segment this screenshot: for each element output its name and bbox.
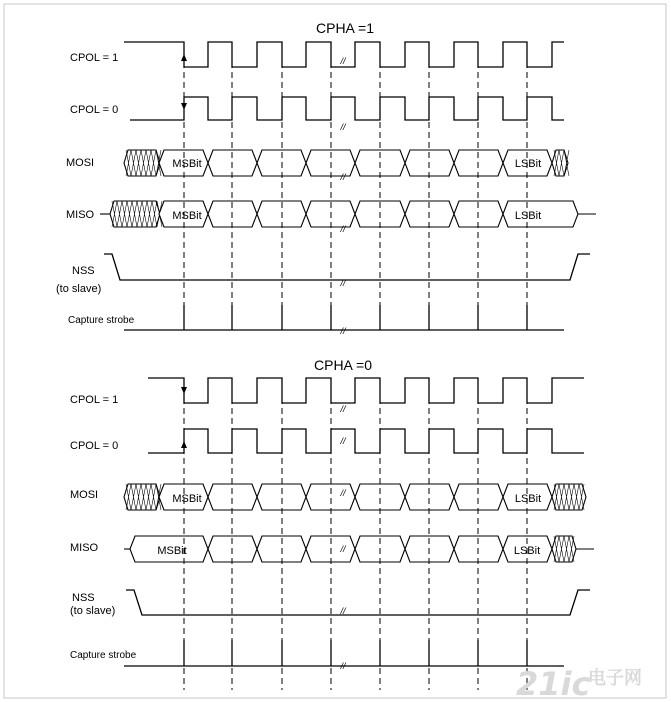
- break-mark: //: [340, 404, 346, 414]
- watermark-brand: 21ic: [516, 665, 591, 702]
- mosi-bit-cell: [355, 484, 405, 510]
- cpha0-cpol0-label: CPOL = 0: [70, 440, 119, 452]
- cpha1-miso-msbit: MSBit: [172, 210, 202, 222]
- cpha0-mosi-lsbit: LSBit: [514, 493, 542, 505]
- mosi-bit-cell: [208, 484, 257, 510]
- break-mark: //: [340, 56, 346, 66]
- break-mark: //: [340, 488, 346, 498]
- cpha1-cpol1-label: CPOL = 1: [70, 52, 119, 64]
- break-mark: //: [340, 278, 346, 288]
- cpha0-nss-label: NSS: [72, 592, 95, 604]
- miso-undefined-tail: [552, 536, 576, 562]
- cpha0-nss-sub-label: (to slave): [70, 605, 116, 617]
- mosi-undefined-tail: [552, 484, 586, 510]
- break-mark: //: [340, 122, 346, 132]
- break-mark: //: [340, 544, 346, 554]
- cpha1-mosi-label: MOSI: [66, 157, 95, 169]
- cpha1-miso-wave: [100, 201, 596, 227]
- cpha1-miso-label: MISO: [66, 209, 95, 221]
- cpha1-nss-sub-label: (to slave): [56, 283, 102, 295]
- mosi-bit-cell: [405, 484, 454, 510]
- cpha1-nss-label: NSS: [72, 265, 95, 277]
- cpha1-cpol0-label: CPOL = 0: [70, 104, 119, 116]
- cpha1-title: CPHA =1: [316, 20, 374, 36]
- break-mark: //: [340, 326, 346, 336]
- cpha0-miso-label: MISO: [70, 542, 99, 554]
- break-mark: //: [340, 172, 346, 182]
- break-mark: //: [340, 661, 346, 671]
- cpha0-mosi-label: MOSI: [70, 489, 99, 501]
- mosi-bit-cell: [306, 484, 355, 510]
- cpha1-mosi-lsbit: LSBit: [514, 158, 542, 170]
- cpha0-miso-msbit: MSBit: [157, 545, 187, 557]
- cpha0-mosi-msbit: MSBit: [172, 493, 202, 505]
- cpha1-miso-lsbit: LSBit: [514, 210, 542, 222]
- cpha0-miso-lsbit: LSBit: [513, 545, 541, 557]
- break-mark: //: [340, 224, 346, 234]
- cpha0-capture-label: Capture strobe: [70, 650, 137, 661]
- mosi-bit-cell: [454, 484, 503, 510]
- break-mark: //: [340, 606, 346, 616]
- cpha0-cpol1-label: CPOL = 1: [70, 394, 119, 406]
- cpha0-title: CPHA =0: [314, 357, 372, 373]
- cpha1-capture-label: Capture strobe: [68, 315, 135, 326]
- break-mark: //: [340, 436, 346, 446]
- cpha1-mosi-msbit: MSBit: [172, 158, 202, 170]
- watermark-text: 电子网: [588, 668, 642, 689]
- cpha0-miso-wave: [124, 536, 594, 562]
- mosi-bit-cell: [257, 484, 306, 510]
